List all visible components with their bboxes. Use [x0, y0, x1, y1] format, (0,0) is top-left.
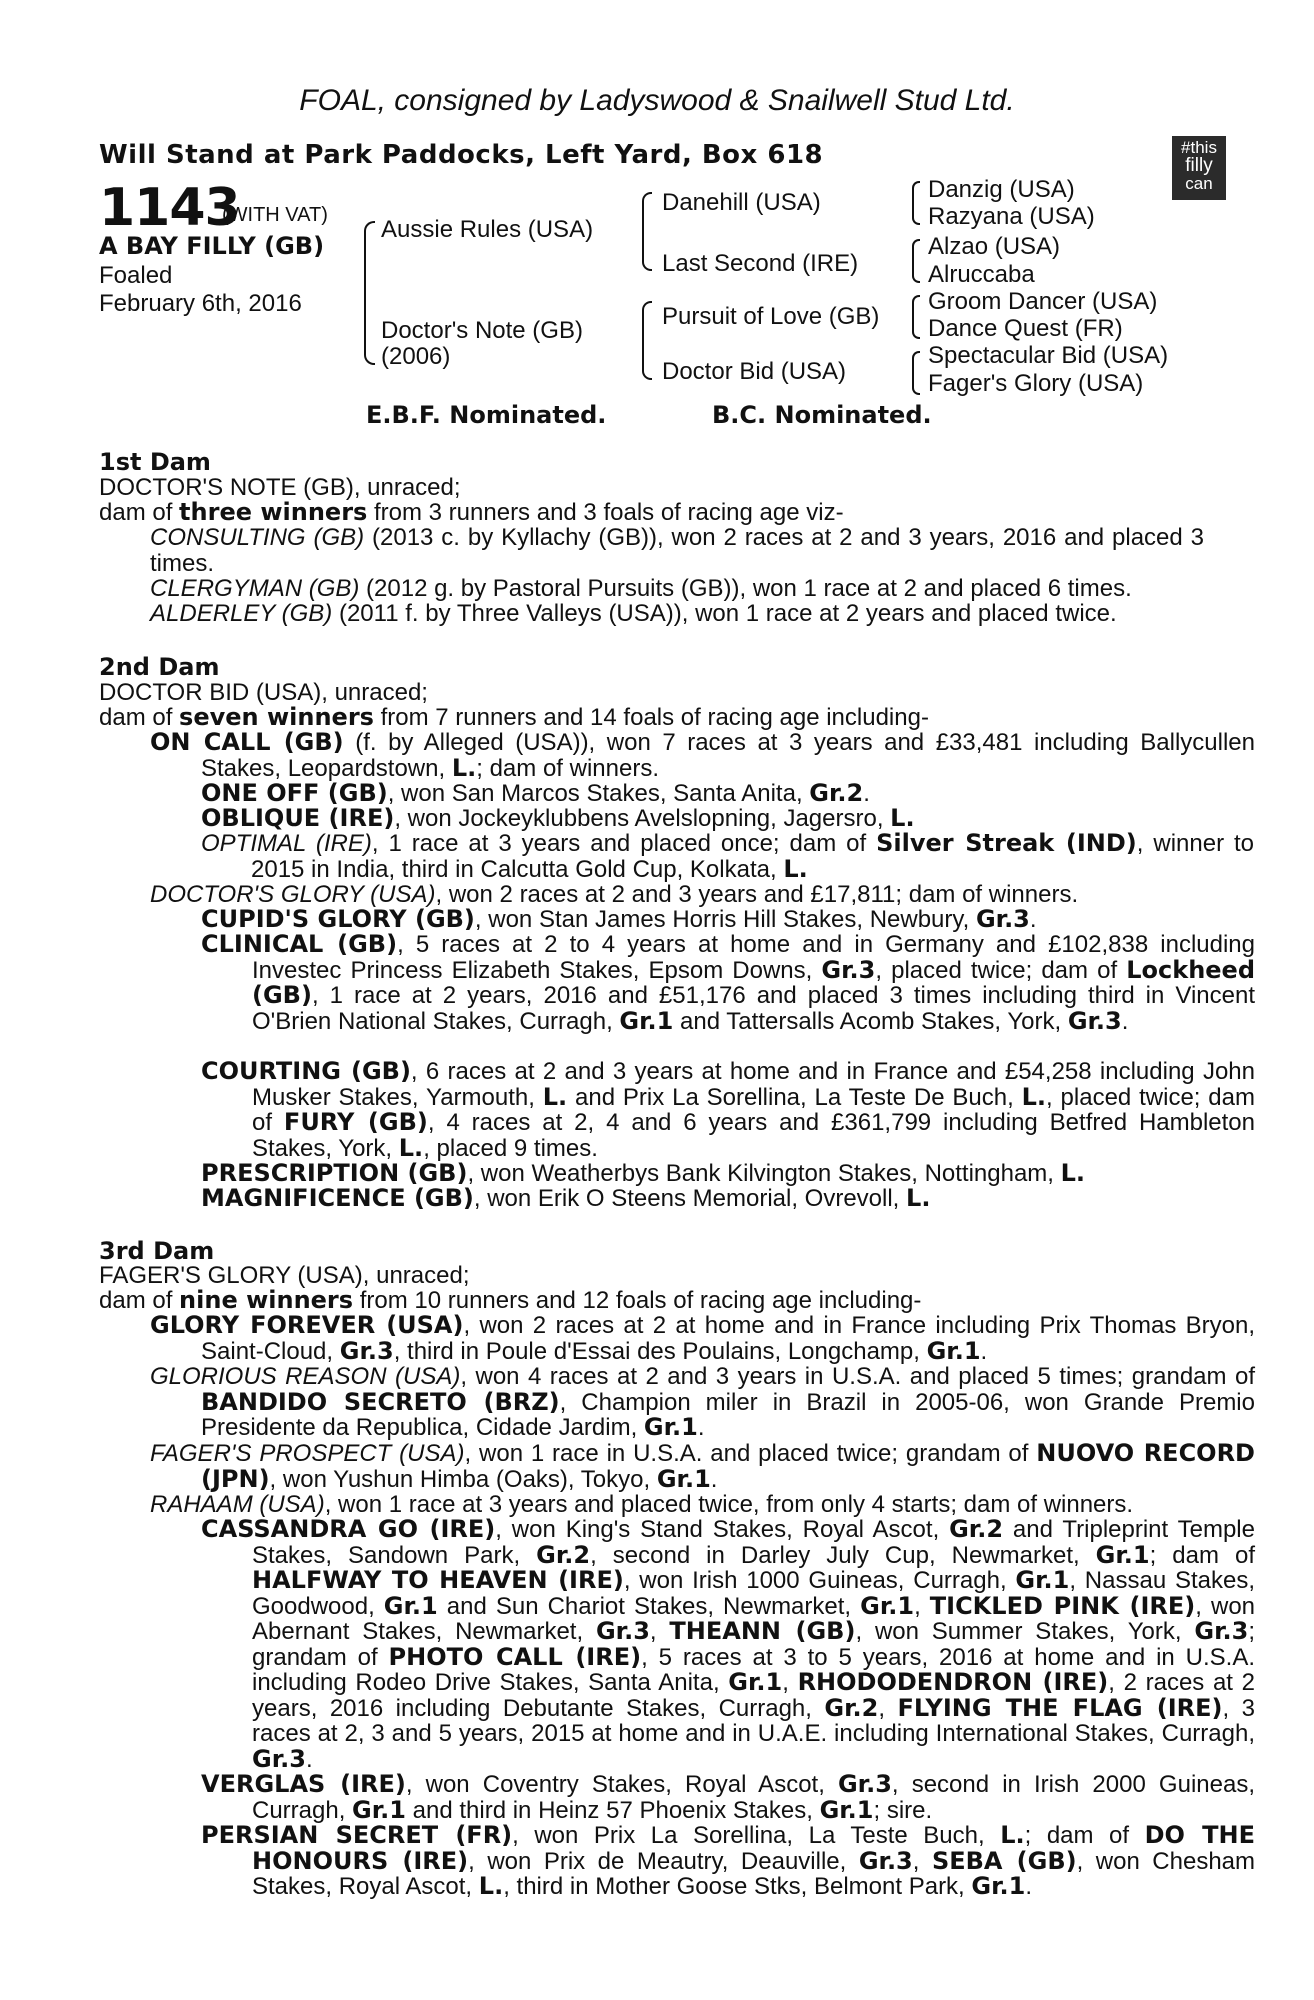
bc-nominated: B.C. Nominated.	[712, 401, 932, 429]
gen3-1: Danzig (USA)	[928, 176, 1075, 203]
sire-sire: Danehill (USA)	[662, 189, 821, 216]
progeny-entry: GLORY FOREVER (USA), won 2 races at 2 at home and in France including Prix Thomas Bryon, Saint-Cloud, Gr.3, third in Poule d'Essai des Poulains, Longchamp, Gr.1.	[150, 1311, 1256, 1365]
pedigree-brace	[642, 301, 652, 380]
progeny-entry: FAGER'S PROSPECT (USA), won 1 race in U.S.A. and placed twice; grandam of NUOVO RECORD (JPN), won Yushun Himba (Oaks), Tokyo, Gr.1.	[150, 1439, 1255, 1493]
progeny-entry: RAHAAM (USA), won 1 race at 3 years and placed twice, from only 4 starts; dam of winners.	[150, 1491, 1134, 1518]
progeny-entry: OPTIMAL (IRE), 1 race at 3 years and placed once; dam of Silver Streak (IND), winner to 2015 in India, third in Calcutta Gold Cup, Kolkata, L.	[201, 829, 1255, 883]
second-dam-name: DOCTOR BID (USA), unraced;	[99, 679, 428, 706]
this-filly-can-badge: #this filly can	[1172, 136, 1226, 200]
foaled-date: February 6th, 2016	[99, 290, 302, 317]
foaled-label: Foaled	[99, 262, 173, 289]
progeny-entry: OBLIQUE (IRE), won Jockeyklubbens Avelslopning, Jagersro, L.	[201, 804, 915, 832]
pedigree-brace	[912, 181, 920, 225]
gen3-4: Alruccaba	[928, 261, 1035, 288]
gen3-2: Razyana (USA)	[928, 203, 1095, 230]
third-dam-title: 3rd Dam	[99, 1237, 215, 1265]
progeny-entry: CASSANDRA GO (IRE), won King's Stand Stakes, Royal Ascot, Gr.2 and Tripleprint Temple Stakes, Sandown Park, Gr.2, second in Darley July Cup, Newmarket, Gr.1; dam of HALFWAY TO HEAVEN (IRE), won Irish 1000 Guineas, Curragh, Gr.1, Nassau Stakes, Goodwood, Gr.1 and Sun Chariot Stakes, Newmarket, Gr.1, TICKLED PINK (IRE), won Abernant Stakes, Newmarket, Gr.3, THEANN (GB), won Summer Stakes, York, Gr.3; grandam of PHOTO CALL (IRE), 5 races at 3 to 5 years, 2016 at home and in U.S.A. including Rodeo Drive Stakes, Santa Anita, Gr.1, RHODODENDRON (IRE), 2 races at 2 years, 2016 including Debutante Stakes, Curragh, Gr.2, FLYING THE FLAG (IRE), 3 races at 2, 3 and 5 years, 2015 at home and in U.A.E. including International Stakes, Curragh, Gr.3.	[201, 1515, 1256, 1773]
pedigree-brace	[912, 239, 920, 283]
progeny-entry: ALDERLEY (GB) (2011 f. by Three Valleys (USA)), won 1 race at 2 years and placed twice.	[150, 600, 1117, 627]
gen3-8: Fager's Glory (USA)	[928, 370, 1144, 397]
dam-year: (2006)	[381, 343, 451, 370]
third-dam-produce-summary: dam of nine winners from 10 runners and 12 foals of racing age including-	[99, 1286, 922, 1314]
gen3-7: Spectacular Bid (USA)	[928, 342, 1169, 369]
second-dam-title: 2nd Dam	[99, 653, 220, 681]
horse-description: A BAY FILLY (GB)	[99, 232, 325, 260]
progeny-entry: CONSULTING (GB) (2013 c. by Kyllachy (GB)), won 2 races at 2 and 3 years, 2016 and placed 3 times.	[150, 524, 1204, 577]
first-dam-name: DOCTOR'S NOTE (GB), unraced;	[99, 474, 461, 501]
second-dam-produce-summary: dam of seven winners from 7 runners and 14 foals of racing age including-	[99, 703, 929, 731]
stable-location: Will Stand at Park Paddocks, Left Yard, Box 618	[99, 140, 824, 170]
progeny-entry: COURTING (GB), 6 races at 2 and 3 years at home and in France and £54,258 including John Musker Stakes, Yarmouth, L. and Prix La Sorellina, La Teste De Buch, L., placed twice; dam of FURY (GB), 4 races at 2, 4 and 6 years and £361,799 including Betfred Hambleton Stakes, York, L., placed 9 times.	[201, 1057, 1256, 1162]
progeny-entry: CUPID'S GLORY (GB), won Stan James Horris Hill Stakes, Newbury, Gr.3.	[201, 905, 1037, 933]
ebf-nominated: E.B.F. Nominated.	[366, 401, 607, 429]
gen3-3: Alzao (USA)	[928, 233, 1061, 260]
sire-dam: Last Second (IRE)	[662, 250, 859, 277]
progeny-entry: CLINICAL (GB), 5 races at 2 to 4 years at home and in Germany and £102,838 including Investec Princess Elizabeth Stakes, Epsom Downs, Gr.3, placed twice; dam of Lockheed (GB), 1 race at 2 years, 2016 and £51,176 and placed 3 times including third in Vincent O'Brien National Stakes, Curragh, Gr.1 and Tattersalls Acomb Stakes, York, Gr.3.	[201, 930, 1256, 1035]
progeny-entry: PERSIAN SECRET (FR), won Prix La Sorellina, La Teste Buch, L.; dam of DO THE HONOURS (IRE), won Prix de Meautry, Deauville, Gr.3, SEBA (GB), won Chesham Stakes, Royal Ascot, L., third in Mother Goose Stks, Belmont Park, Gr.1.	[201, 1821, 1256, 1900]
progeny-entry: CLERGYMAN (GB) (2012 g. by Pastoral Pursuits (GB)), won 1 race at 2 and placed 6 times.	[150, 575, 1132, 602]
dam-name: Doctor's Note (GB)	[381, 317, 583, 344]
progeny-entry: MAGNIFICENCE (GB), won Erik O Steens Memorial, Ovrevoll, L.	[201, 1184, 931, 1212]
dam-dam: Doctor Bid (USA)	[662, 358, 847, 385]
pedigree-brace	[912, 295, 920, 339]
vat-note: (WITH VAT)	[222, 204, 328, 226]
dam-sire: Pursuit of Love (GB)	[662, 303, 880, 330]
gen3-5: Groom Dancer (USA)	[928, 288, 1158, 315]
pedigree-brace	[642, 192, 652, 271]
consignment-line: FOAL, consigned by Ladyswood & Snailwell Stud Ltd.	[299, 84, 1015, 117]
sire-name: Aussie Rules (USA)	[381, 216, 594, 243]
pedigree-brace	[364, 221, 375, 365]
third-dam-name: FAGER'S GLORY (USA), unraced;	[99, 1262, 470, 1289]
progeny-entry: PRESCRIPTION (GB), won Weatherbys Bank Kilvington Stakes, Nottingham, L.	[201, 1159, 1086, 1187]
gen3-6: Dance Quest (FR)	[928, 315, 1123, 342]
progeny-entry: ON CALL (GB) (f. by Alleged (USA)), won 7 races at 3 years and £33,481 including Ballycullen Stakes, Leopardstown, L.; dam of winners.	[150, 728, 1255, 782]
progeny-entry: DOCTOR'S GLORY (USA), won 2 races at 2 and 3 years and £17,811; dam of winners.	[150, 881, 1079, 908]
first-dam-produce-summary: dam of three winners from 3 runners and 3 foals of racing age viz-	[99, 498, 844, 526]
progeny-entry: ONE OFF (GB), won San Marcos Stakes, Santa Anita, Gr.2.	[201, 779, 870, 807]
progeny-entry: GLORIOUS REASON (USA), won 4 races at 2 and 3 years in U.S.A. and placed 5 times; grandam of BANDIDO SECRETO (BRZ), Champion miler in Brazil in 2005-06, won Grande Premio Presidente da Republica, Cidade Jardim, Gr.1.	[150, 1363, 1256, 1441]
first-dam-title: 1st Dam	[99, 448, 211, 476]
lot-number: 1143	[99, 178, 240, 238]
progeny-entry: VERGLAS (IRE), won Coventry Stakes, Royal Ascot, Gr.3, second in Irish 2000 Guineas, Curragh, Gr.1 and third in Heinz 57 Phoenix Stakes, Gr.1; sire.	[201, 1770, 1255, 1824]
pedigree-brace	[912, 351, 920, 395]
